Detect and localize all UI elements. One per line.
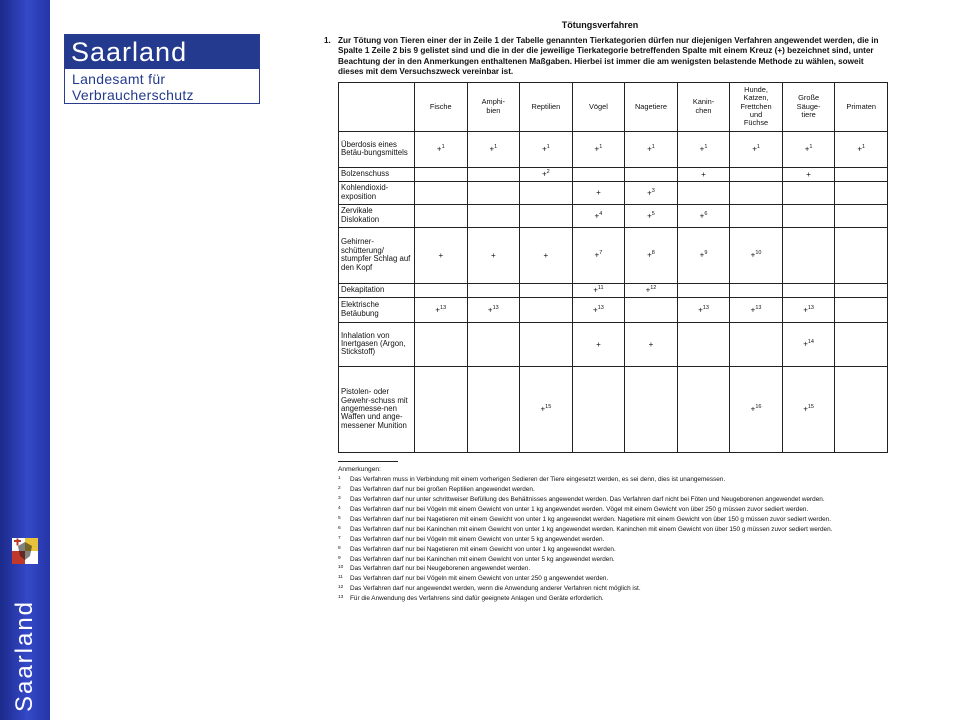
notes-divider [338,461,398,462]
method-cell [415,204,468,227]
method-cell: + [677,167,730,181]
table-row [339,297,888,322]
method-cell [415,283,468,297]
method-cell [467,366,520,452]
method-cell [782,204,835,227]
method-cell: +$^{13}$ [730,297,783,322]
note-text: Das Verfahren darf nur bei Kaninchen mit einem Gewicht von unter 1 kg angewendet werden. Kaninchen mit einem Gewicht von über 150 g müssen zuvor sediert werden. [350,525,833,533]
method-name-cell: Gehirner-schütterung/ stumpfer Schlag auf den Kopf [339,227,415,283]
column-header: Kanin- chen [677,82,730,131]
killing-methods-table [338,82,888,453]
method-cell [467,322,520,366]
method-name-cell: Pistolen- oder Gewehr-schuss mit angemesse-nen Waffen und ange-messener Munition [339,366,415,452]
note-item [338,526,880,534]
note-item [338,595,880,603]
table-row [339,366,888,452]
note-number: 9 [338,555,341,561]
method-cell: +$^{14}$ [782,322,835,366]
logo-title: Saarland [65,35,259,69]
method-cell: +$^{15}$ [520,366,573,452]
column-header: Amphi- bien [467,82,520,131]
method-cell: +$^{13}$ [677,297,730,322]
method-cell [835,297,888,322]
note-item [338,476,880,484]
method-cell [835,366,888,452]
column-header: Nagetiere [625,82,678,131]
method-cell [415,322,468,366]
note-text: Das Verfahren darf nur bei großen Reptilien angewendet werden. [350,485,535,493]
note-text: Das Verfahren darf nur bei Nagetieren mit einem Gewicht von unter 1 kg angewendet werden. Nagetiere mit einem Gewicht von über 150 g müssen zuvor sediert werden. [350,515,831,523]
note-number: 11 [338,575,343,581]
method-cell [835,322,888,366]
logo-line-1: Landesamt für [72,71,166,87]
column-header: Reptilien [520,82,573,131]
method-cell [415,181,468,204]
note-item [338,486,880,494]
table-row [339,227,888,283]
note-item [338,516,880,524]
method-cell [520,322,573,366]
note-number: 8 [338,545,341,551]
method-cell: +$^2$ [520,167,573,181]
method-cell [835,283,888,297]
note-text: Das Verfahren darf nur bei Vögeln mit einem Gewicht von unter 5 kg angewendet werden. [350,535,605,543]
note-text: Das Verfahren darf nur unter schrittweiser Befüllung des Behältnisses angewendet werden. Das Verfahren darf nicht bei Föten und Neugeborenen angewendet werden. [350,495,825,503]
note-text: Das Verfahren darf nur bei Vögeln mit einem Gewicht von unter 1 kg angewendet werden. Vögel mit einem Gewicht von über 250 g müssen zuvor sediert werden. [350,505,809,513]
table-row [339,322,888,366]
note-item [338,575,880,583]
document-page [320,20,880,605]
method-cell [415,167,468,181]
method-cell: +$^1$ [782,131,835,167]
method-cell: +$^{13}$ [415,297,468,322]
note-item [338,565,880,573]
method-cell: +$^1$ [467,131,520,167]
method-name-cell: Elektrische Betäubung [339,297,415,322]
method-cell: +$^4$ [572,204,625,227]
method-cell: +$^1$ [730,131,783,167]
method-cell: + [782,167,835,181]
method-cell: +$^8$ [625,227,678,283]
note-number: 3 [338,495,341,501]
method-cell [467,167,520,181]
method-cell: +$^{16}$ [730,366,783,452]
table-row [339,283,888,297]
method-cell: + [415,227,468,283]
method-cell [625,167,678,181]
method-cell: +$^{13}$ [467,297,520,322]
note-text: Das Verfahren darf nur angewendet werden, wenn die Anwendung anderer Verfahren nicht möglich ist. [350,585,641,593]
method-cell: +$^{12}$ [625,283,678,297]
note-number: 2 [338,485,341,491]
note-number: 13 [338,595,344,601]
method-cell [835,204,888,227]
intro-number: 1. [324,36,331,45]
method-cell: +$^{13}$ [782,297,835,322]
note-number: 6 [338,525,341,531]
note-item [338,536,880,544]
note-item [338,585,880,593]
method-cell [520,181,573,204]
left-sidebar-band [0,0,50,720]
method-name-cell: Dekapitation [339,283,415,297]
method-cell: + [467,227,520,283]
note-text: Für die Anwendung des Verfahrens sind dafür geeignete Anlagen und Geräte erforderlich. [350,595,604,603]
column-header: Primaten [835,82,888,131]
column-header: Fische [415,82,468,131]
method-cell: +$^7$ [572,227,625,283]
method-cell [730,322,783,366]
method-cell [520,297,573,322]
saarland-logo [64,34,260,104]
note-number: 12 [338,585,344,591]
method-cell: +$^9$ [677,227,730,283]
note-number: 10 [338,565,344,571]
method-cell [730,167,783,181]
method-cell [520,204,573,227]
method-cell [677,181,730,204]
method-cell [835,167,888,181]
method-cell: +$^1$ [625,131,678,167]
method-cell: +$^1$ [835,131,888,167]
note-text: Das Verfahren muss in Verbindung mit einem vorherigen Sedieren der Tiere eingesetzt werden, es sei denn, dies ist unangemessen. [350,475,726,483]
note-number: 4 [338,505,341,511]
note-text: Das Verfahren darf nur bei Vögeln mit einem Gewicht von unter 250 g angewendet werden. [350,575,609,583]
table-row [339,181,888,204]
note-text: Das Verfahren darf nur bei Kaninchen mit einem Gewicht von unter 5 kg angewendet werden. [350,555,615,563]
method-cell [467,204,520,227]
method-cell [572,167,625,181]
method-cell [782,181,835,204]
table-row [339,131,888,167]
table-row [339,167,888,181]
note-item [338,506,880,514]
method-cell [730,204,783,227]
header-empty-cell [339,82,415,131]
method-cell [835,227,888,283]
note-text: Das Verfahren darf nur bei Neugeborenen angewendet werden. [350,565,531,573]
column-header: Große Säuge- tiere [782,82,835,131]
method-cell: +$^1$ [415,131,468,167]
intro-paragraph [320,36,880,78]
method-cell [625,297,678,322]
method-name-cell: Zervikale Dislokation [339,204,415,227]
note-item [338,496,880,504]
method-cell: + [572,322,625,366]
method-cell: + [625,322,678,366]
note-number: 7 [338,535,341,541]
method-cell: +$^{15}$ [782,366,835,452]
method-cell: +$^1$ [572,131,625,167]
intro-text: Zur Tötung von Tieren einer der in Zeile 1 der Tabelle genannten Tierkategorien dürfen nur diejenigen Verfahren angewendet werden, die in Spalte 1 Zeile 2 bis 9 gelistet sind und die in der die jeweilige Tierkategorie betreffenden Spalte mit einem Kreuz (+) bezeichnet sind, unter Beachtung der in den Anmerkungen enthaltenen Maßgaben. Hierbei ist immer die am wenigsten belastende Methode zu wählen, soweit dieses mit dem Versuchszweck vereinbar ist. [338,36,879,77]
sidebar-brand-text: Saarland [11,599,39,713]
method-name-cell: Inhalation von Inertgasen (Argon, Stickstoff) [339,322,415,366]
method-name-cell: Kohlendioxid-exposition [339,181,415,204]
method-cell [835,181,888,204]
method-cell: + [520,227,573,283]
method-cell [520,283,573,297]
table-header-row [339,82,888,131]
method-cell [625,366,678,452]
document-title: Tötungsverfahren [561,20,639,30]
method-name-cell: Überdosis eines Betäu-bungsmittels [339,131,415,167]
notes-title: Anmerkungen: [338,465,381,473]
note-text: Das Verfahren darf nur bei Nagetieren mit einem Gewicht von unter 1 kg angewendet werden. [350,545,616,553]
method-cell [677,283,730,297]
method-cell: +$^{11}$ [572,283,625,297]
column-header: Hunde, Katzen, Frettchen und Füchse [730,82,783,131]
method-cell [467,181,520,204]
method-cell: +$^{10}$ [730,227,783,283]
method-cell: +$^1$ [520,131,573,167]
method-cell [677,366,730,452]
method-cell [730,283,783,297]
notes-list [338,476,880,603]
coat-of-arms-icon [12,538,38,564]
method-cell [677,322,730,366]
method-name-cell: Bolzenschuss [339,167,415,181]
note-number: 5 [338,515,341,521]
method-cell [782,227,835,283]
method-cell: + [572,181,625,204]
note-item [338,546,880,554]
method-cell [572,366,625,452]
column-header: Vögel [572,82,625,131]
method-cell [782,283,835,297]
method-cell [467,283,520,297]
note-number: 1 [338,475,341,481]
method-cell: +$^3$ [625,181,678,204]
method-cell [730,181,783,204]
method-cell [415,366,468,452]
table-row [339,204,888,227]
logo-line-2: Verbraucherschutz [72,87,194,103]
method-cell: +$^{13}$ [572,297,625,322]
method-cell: +$^1$ [677,131,730,167]
note-item [338,556,880,564]
method-cell: +$^5$ [625,204,678,227]
method-cell: +$^6$ [677,204,730,227]
